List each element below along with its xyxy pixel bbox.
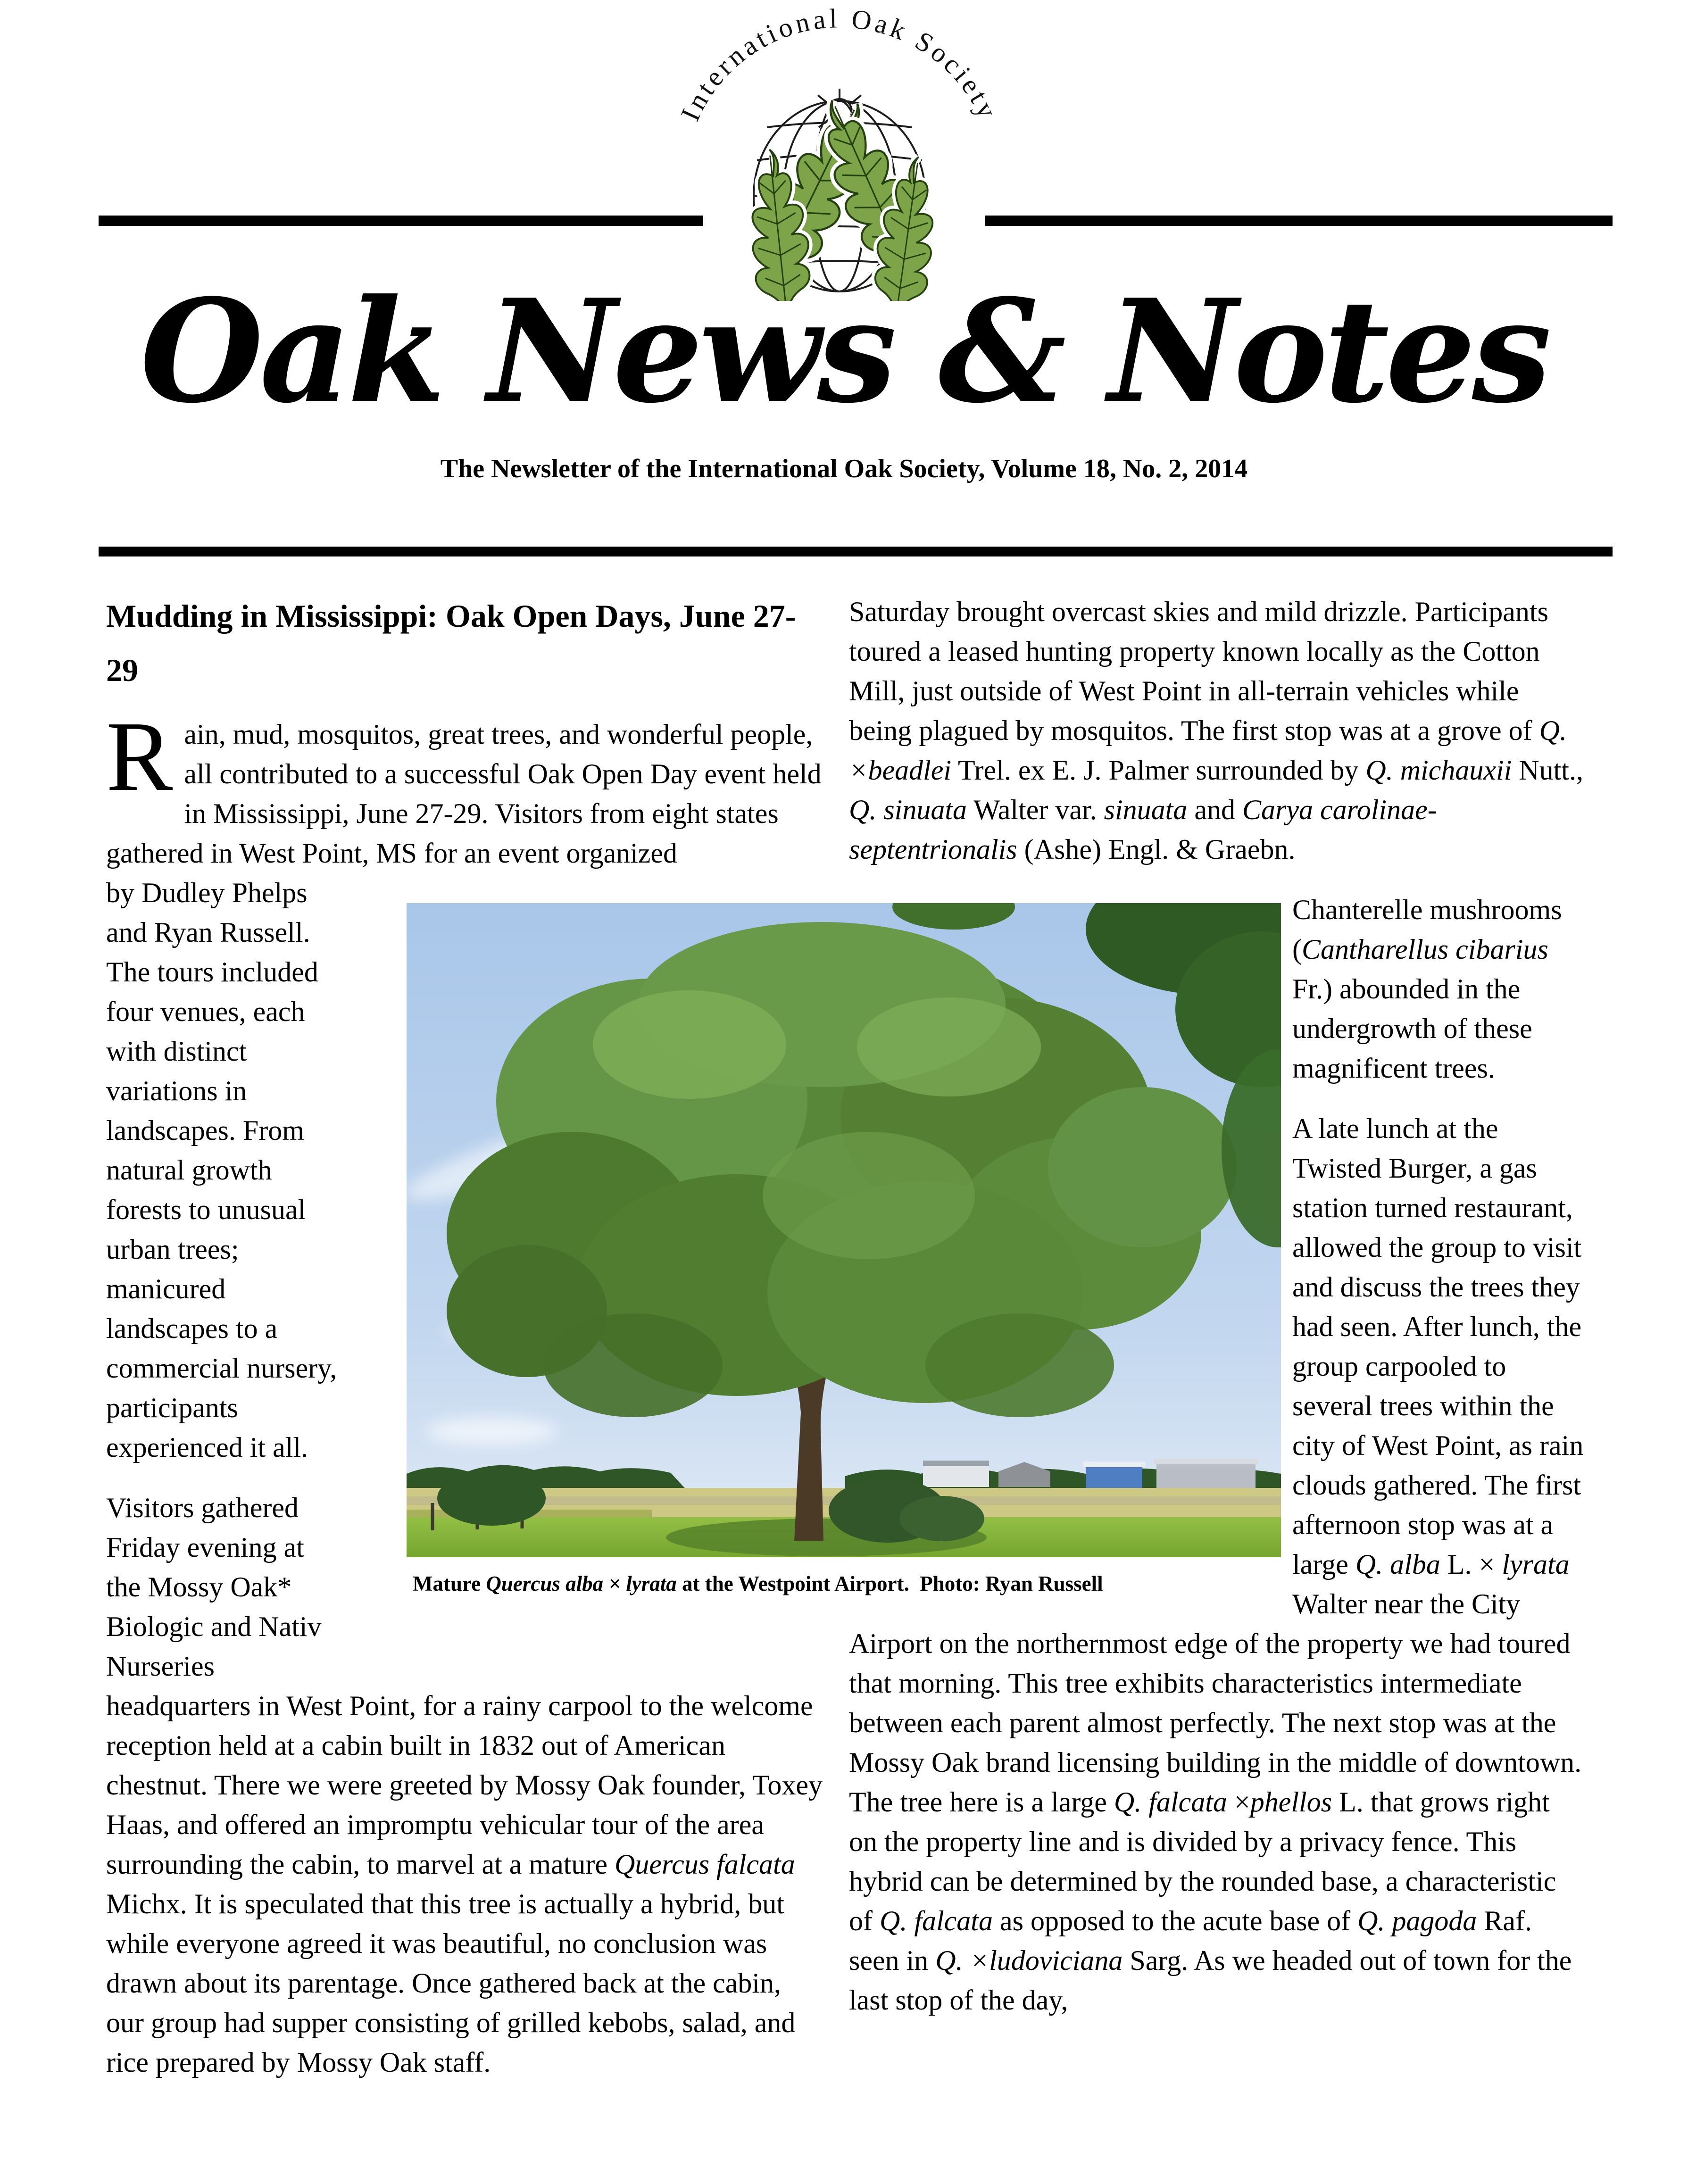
newsletter-title: Oak News & Notes	[140, 268, 1548, 434]
article-paragraph: Saturday brought overcast skies and mild drizzle. Participants toured a leased hunting property known locally as the Cotton Mill, just outside of West Point in all-terrain vehicles while being plagued by mosquitos. The first stop was at a grove of Q. ×beadlei Trel. ex E. J. Palmer surrounded by Q. michauxii Nutt., Q. sinuata Walter var. sinuata and Carya carolinae-septentrionalis (Ashe) Engl. & Graebn.	[849, 596, 1583, 865]
ios-logo	[674, 8, 1005, 301]
paragraph-text: ain, mud, mosquitos, great trees, and wonderful people, all contributed to a successful Oak Open Day event held in Mississippi, June 27-29. Visitors from eight states gathered in West Point, MS for an event organized	[106, 719, 822, 869]
distant-buildings	[923, 1459, 1258, 1490]
masthead-rule-right	[985, 216, 1613, 226]
oak-tree-photo	[407, 903, 1281, 1557]
article-paragraph: Visitors gathered Friday evening at the Mossy Oak* Biologic and Nativ Nurseries headquarters in West Point, for a rainy carpool to the welcome reception held at a cabin built in 1832 out of American chestnut. There we were greeted by Mossy Oak founder, Toxey Haas, and offered an impromptu vehicular tour of the area surrounding the cabin, to marvel at a mature Quercus falcata Michx. It is speculated that this tree is actually a hybrid, but while everyone agreed it was beautiful, no conclusion was drawn about its parentage. Once gathered back at the cabin, our group had supper consisting of grilled kebobs, salad, and rice prepared by Mossy Oak staff.	[106, 1492, 823, 2078]
article-paragraph: by Dudley Phelps and Ryan Russell. The tours included four venues, each with distinct variations in landscapes. From natural growth forests to unusual urban trees; manicured landscapes to a commercial nursery, participants experienced it all.	[106, 877, 337, 1463]
masthead-rule-left	[99, 216, 703, 226]
drop-cap: R	[106, 701, 173, 812]
article-paragraph: A late lunch at the Twisted Burger, a gas station turned restaurant, allowed the group to visit and discuss the trees they had seen. After lunch, the group carpooled to several trees within the city of West Point, as rain clouds gathered. The first afternoon stop was at a large Q. alba L. × lyrata Walter near the City Airport on the northernmost edge of the property we had toured that morning. This tree exhibits characteristics intermediate between each parent almost perfectly. The next stop was at the Mossy Oak brand licensing building in the middle of downtown. The tree here is a large Q. falcata ×phellos L. that grows right on the property line and is divided by a privacy fence. This hybrid can be determined by the rounded base, a characteristic of Q. falcata as opposed to the acute base of Q. pagoda Raf. seen in Q. ×ludoviciana Sarg. As we headed out of town for the last stop of the day,	[849, 1113, 1584, 2016]
photo-caption: Mature Quercus alba × lyrata at the Westpoint Airport. Photo: Ryan Russell	[413, 1572, 1103, 1595]
article-paragraph	[106, 701, 823, 873]
article-paragraph: Chanterelle mushrooms (Cantharellus cibarius Fr.) abounded in the undergrowth of these magnificent trees.	[1292, 894, 1562, 1084]
divider-rule	[99, 547, 1613, 556]
newsletter-subtitle: The Newsletter of the International Oak Society, Volume 18, No. 2, 2014	[440, 454, 1248, 483]
article-headline: Mudding in Mississippi: Oak Open Days, June 27-29	[106, 598, 796, 688]
logo-arc-text: International Oak Society	[674, 8, 1005, 125]
